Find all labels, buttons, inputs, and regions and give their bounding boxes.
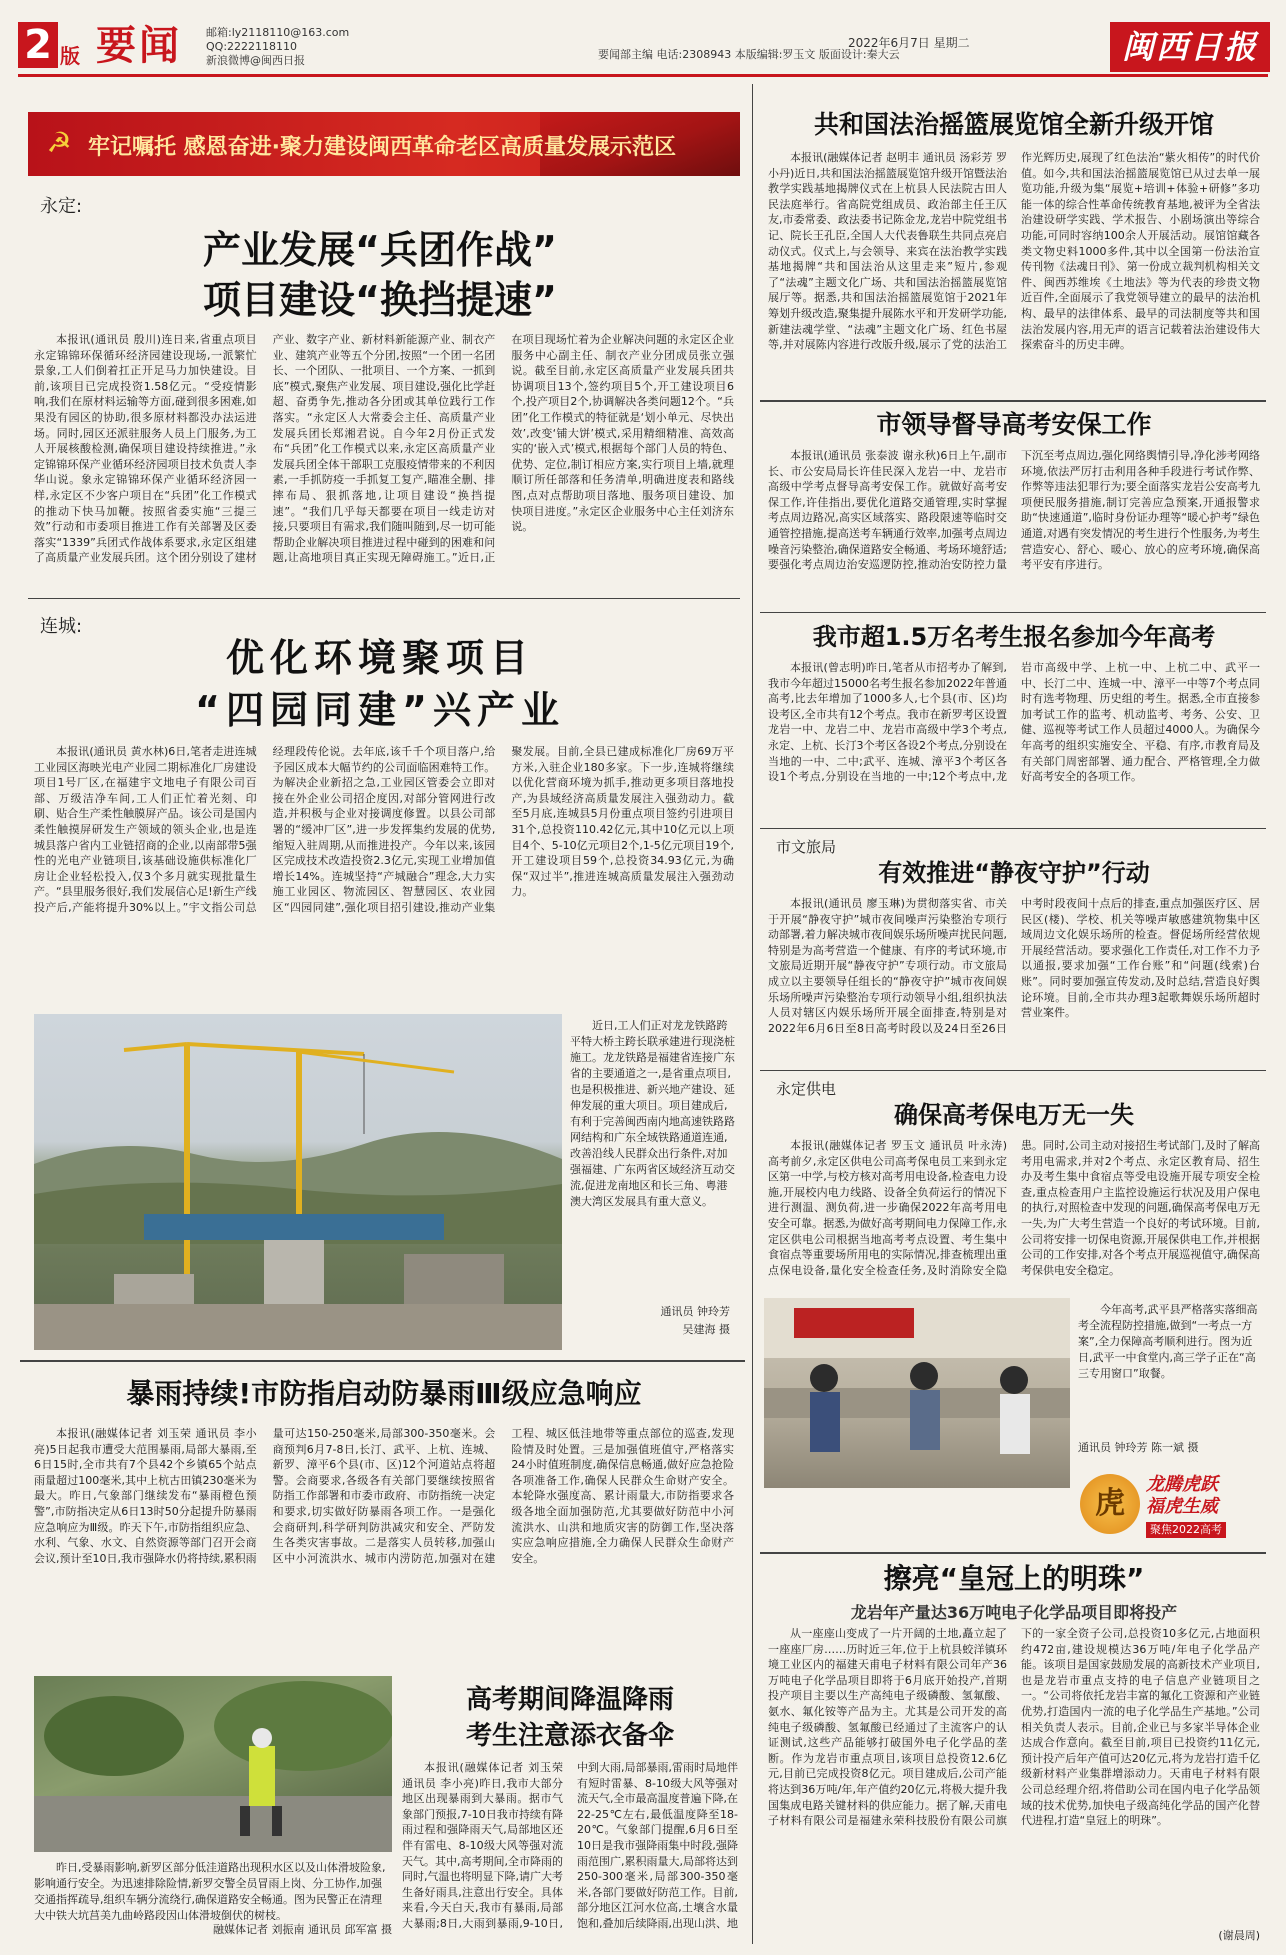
photo-credit: 融媒体记者 刘振南 通讯员 邱军富 摄 (213, 1923, 392, 1936)
column-title: 要闻 (96, 23, 182, 69)
qq-text: QQ:2222118110 (206, 40, 298, 53)
divider (760, 400, 1266, 402)
photo-illustration (34, 1676, 392, 1852)
exam-cafeteria-photo (764, 1298, 1070, 1488)
article-headline: 市领导督导高考安保工作 (876, 410, 1152, 439)
contact-info (206, 26, 349, 68)
photo-caption: 今年高考,武平县严格落实落细高考全流程防控措施,做到“一考点一方案”,全力保障高考顺利进行。图为近日,武平一中食堂内,高三学子正在“高三专用窗口”取餐。 (1078, 1303, 1258, 1380)
article-headline: 擦亮“皇冠上的明珠” (883, 1562, 1145, 1595)
article-headline (400, 1682, 740, 1754)
article-headline (60, 225, 700, 325)
rain-police-photo (34, 1676, 392, 1852)
headline-line: 项目建设“换挡提速” (203, 278, 557, 322)
region-tag: 连城: (40, 616, 83, 637)
article-body: 本报讯(通讯员 张泰波 谢永秋)6日上午,副市长、市公安局局长许佳民深入龙岩一中、龙岩市高级中学考点督导高考安保工作。就做好高考安保工作,许佳指出,要优化道路交通管理,实时掌握考点周边路况,高实区域落实、路段限速等临时交通管控措施,提高送考车辆通行效率,加强考点周边噪音污染整治,确保道路安全畅通、考场环境舒适;要强化考点周边治安巡逻防控,推动治安防控力量下沉至考点周边,强化网络舆情引导,净化涉考网络环境,依法严厉打击利用各种手段进行考试作弊、作弊等违法犯罪行为;要全面落实龙岩公安高考九项便民服务措施,制订完善应急预案,开通报警求助“快速通道”,临时身份证办理等“暖心护考”绿色通道,对遇有突发情况的考生进行个性服务,为考生营造安心、舒心、暖心、放心的应考环境,确保高考平安有序进行。 (768, 449, 1260, 572)
editor-info: 要闻部主编 电话:2308943 本版编辑:罗玉文 版面设计:秦大云 (598, 48, 900, 61)
headline-line: 考生注意添衣备伞 (465, 1721, 674, 1751)
photo-credit: 吴建海 摄 (682, 1323, 730, 1336)
mascot-slogan-2: 福虎生威 (1146, 1496, 1218, 1517)
exam-mascot-badge (1080, 1470, 1266, 1544)
issue-date: 2022年6月7日 星期二 (848, 36, 970, 50)
article-body: 本报讯(曾志明)昨日,笔者从市招考办了解到,我市今年超过15000名考生报名参加2022年普通高考,比去年增加了1000多人,七个县(市、区)均设考区,全市共有12个考点。我市在新罗考区设置龙岩一中、龙岩二中、龙岩市高级中学3个考点,永定、上杭、长汀3个考区各设2个考点,分别设在当地的一中、二中;武平、连城、漳平3个考区各设1个考点,分别设在当地的一中;12个考点中,龙岩市高级中学、上杭一中、上杭二中、武平一中、长汀二中、连城一中、漳平一中等7个考点同时有选考物理、历史组的考生。据悉,全市直接参加考试工作的监考、机动监考、考务、公安、卫健、巡视等考试工作人员超过4000人。为确保今年高考的组织实施安全、平稳、有序,市教育局及有关部门周密部署、通力配合、严格管理,全力做好高考安全的各项工作。 (768, 661, 1260, 784)
tiger-mascot-icon: 虎 (1080, 1474, 1140, 1534)
region-tag: 永定供电 (776, 1080, 837, 1098)
article-body: 本报讯(融媒体记者 罗玉文 通讯员 叶永涛)高考前夕,永定区供电公司高考保电员工来到永定区第一中学,与校方核对高考用电设备,检查电力设施,开展校内电力线路、设备全负荷运行的情况下进行测温、测负荷,进一步确保2022年高考用电安全可靠。据悉,为做好高考期间电力保障工作,永定区供电公司根据当地高考考点设置、考生集中食宿点等重要场所用电的实际情况,排查梳理出重点保电设备,量化安全检查任务,及时消除安全隐患。同时,公司主动对接招生考试部门,及时了解高考用电需求,并对2个考点、永定区教育局、招生办及考生集中食宿点等受电设施开展专项安全检查,重点检查用户主监控设施运行状况及用户保电的执行,对照检查中发现的问题,确保高考保电万无一失,为广大考生营造一个良好的考试环境。目前,公司将安排一切保电资源,开展保供电工作,并根据公司的工作安排,对各个考点开展巡视值守,确保高考保供电安全稳定。 (768, 1139, 1260, 1277)
headline-line: 优化环境聚项目 (225, 636, 534, 680)
article-body: 从一座座山变成了一片开阔的土地,矗立起了一座座厂房……历时近三年,位于上杭县蛟洋镇环境工业区内的福建天甫电子材料有限公司年产36万吨电子化学品项目即将于6月底开始投产,首期投产项目主要以生产高纯电子级磷酸、氢氟酸、氨水、氟化铵等产品为主。尤其是公司开发的高纯电子级磷酸、氢氟酸已经通过了主流客户的认证测试,这些产品能够打破国外电子化学品的垄断。作为龙岩市重点项目,该项目总投资12.6亿元,目前已完成投资8亿元。项目建成后,公司产能将达到36万吨/年,年产值约20亿元,将极大提升我国集成电路关键材料的供应能力。据了解,天甫电子材料有限公司是福建永荣科技股份有限公司旗下的一家全资子公司,总投资10多亿元,占地面积约472亩,建设规模达36万吨/年电子化学品产能。该项目是国家鼓励发展的高新技术产业项目,也是龙岩市重点支持的电子信息产业链项目之一。“公司将依托龙岩丰富的氟化工资源和产业链优势,打造国内一流的电子化学品生产基地。”公司相关负责人表示。目前,企业已与多家半导体企业达成合作意向。截至目前,项目已投资约11亿元,预计投产后年产值可达20亿元,将为龙岩打造千亿级新材料产业集群增添动力。天甫电子材料有限公司总经理介绍,将借助公司在国内电子化学品领域的技术优势,加快电子级高纯化学品的国产化替代进程,打造“皇冠上的明珠”。 (768, 1627, 1260, 1828)
article-headline: 我市超1.5万名考生报名参加今年高考 (812, 623, 1216, 651)
headline-line: 产业发展“兵团作战” (203, 228, 557, 272)
divider (760, 828, 1266, 829)
article-body: 本报讯(通讯员 殷川)连日来,省重点项目永定锦锦环保循环经济园建设现场,一派繁忙景象,工人们倒着扛正开足马力加快建设。目前,该项目已完成投资1.58亿元。“受疫情影响,我们在原材料运输等方面,碰到很多困难,如果没有园区的协助,很多原材料都没办法运进场。同时,园区还派驻服务人员上门服务,为工人开展核酸检测,确保项目建设持续推进。”永定锦锦环保产业循环经济园项目技术负责人李华山说。象永定锦锦环保产业循环经济园一样,永定区不少客户项目在“兵团”化工作模式的推动下快马加鞭。按照省委实施“三提三效”行动和市委项目推进工作有关部署及区委落实“1339”兵团式作战体系要求,永定区组建了高质量产业发展兵团。这个团分别设了建材产业、数字产业、新材料新能源产业、制衣产业、建筑产业等五个分团,按照“一个团一名团长、一个团队、一批项目、一个方案、一抓到底”模式,聚焦产业发展、项目建设,强化比学赶超、奋勇争先,推动各分团或其单位践行工作落实。“永定区人大常委会主任、高质量产业发展兵团长郑湘君说。自今年2月份正式发布“兵团”化工作模式以来,永定区高质量产业发展兵团全体干部职工克服疫情带来的不利因素,一手抓防疫一手抓复工复产,瞄准全删、排摔布局、狠抓落地,让项目建设“换挡提速”。“我们几乎每天都要在项目一线走访对接,只要项目有需求,我们随叫随到,尽一切可能帮助企业解决项目推进过程中碰到的困难和问题,让高地项目真正实现无障碍施工。”近日,正在项目现场忙着为企业解决问题的永定区企业服务中心副主任、制衣产业分团成员张立强说。截至目前,永定区高质量产业发展兵团共协调项目13个,签约项目5个,开工建设项目6个,投产项目2个,协调解决各类问题12个。“兵团”化工作模式的特征就是‘划小单元、尽快出效’,改变‘铺大饼’模式,采用精细精准、高效高实的‘嵌入式’模式,根据每个部门人员的特色、优势、定位,制订相应方案,实行项目上墙,就理顺订所任部落和任务清单,明确进度表和路线图,点对点帮助项目落地、服务项目建设、加快项目进度。”永定区企业服务中心主任刘济东说。 (34, 333, 734, 565)
divider (760, 1552, 1266, 1554)
page-header (18, 22, 1268, 74)
article-headline: 有效推进“静夜守护”行动 (878, 859, 1150, 887)
photo-credit: 通讯员 钟玲芳 陈一斌 摄 (1078, 1441, 1199, 1454)
divider (760, 1070, 1266, 1071)
article-headline (60, 632, 700, 736)
article-body: 本报讯(融媒体记者 赵明丰 通讯员 汤彩芳 罗小丹)近日,共和国法治摇篮展览馆升级开馆暨法治教学实践基地揭牌仪式在上杭县人民法院古田人民法庭举行。省高院党组成员、政治部主任王仄友,市委常委、政法委书记陈金龙,龙岩中院党组书记、院长王孔臣,全国人大代表鲁联生共同点亮启动仪式。仪式上,与会领导、来宾在法治教学实践基地揭牌“共和国法治从这里走来”短片,参观了“法魂”主题文化广场、共和国法治摇篮展览馆展厅等。据悉,共和国法治摇篮展览馆于2021年筹划升级改造,聚集提升展陈水平和开发研学功能,新建法魂学堂、“法魂”主题文化广场、红色书屋等,并对展陈内容进行改版升级,展示了党的法治工作光辉历史,展现了红色法治“紫火相传”的时代价值。如今,共和国法治摇篮展览馆已从过去单一展览功能,升级为集“展览+培训+体验+研修”多功能一体的综合性革命传统教育基地,被评为全省法治建设研学实践、学术报告、小剧场演出等综合功能,可同时容纳100余人开展活动。展馆馆藏各类文物史料1000多件,其中以全国第一份法治宣传刊物《法魂日刊》、第一份成立裁判机构相关文件、闽西苏维埃《土地法》等为代表的珍贵文物近百件,全面展示了我党领导建立的最早的法治机构、最早的法律体系、最早的司法制度等共和国法治发展内容,用无声的语言记载着法治建设伟大探索奋斗的历史丰碑。 (768, 151, 1260, 352)
article-body: 本报讯(融媒体记者 刘玉荣 通讯员 李小亮)5日起我市遭受大范围暴雨,局部大暴雨,至6日15时,全市共有7个县42个乡镇65个站点雨量超过100毫米,其中上杭古田镇230毫米为最大。昨日,气象部门继续发布“暴雨橙色预警”,市防指决定从6日13时50分起提升防暴雨应急响应为Ⅲ级。昨天下午,市防指组织应急、水利、气象、水文、自然资源等部门召开会商会议,预计至10日,我市强降水仍将持续,累积雨量可达150-250毫米,局部300-350毫米。会商预判6月7-8日,长汀、武平、上杭、连城、新罗、漳平6个县(市、区)12个河道站点将超警。会商要求,各级各有关部门要继续按照省防指工作部署和市委市政府、市防指统一决定和要求,切实做好防暴雨各项工作。一是强化会商研判,科学研判防洪减灾和安全、严防发生各类灾害事故。二是落实人员转移,加强山区中小河流洪水、城市内涝防范,加强对在建工程、城区低洼地带等重点部位的巡查,发现险情及时处置。三是加强值班值守,严格落实24小时值班制度,确保信息畅通,做好应急抢险各项准备工作,确保人民群众生命财产安全。本轮降水强度高、累计雨量大,市防指要求各级各地全面加强防范,尤其要做好防范中小河流洪水、山洪和地质灾害的防御工作,坚决落实应急响应措施,全力确保人民群众生命财产安全。 (34, 1427, 734, 1565)
headline-line: “四园同建”兴产业 (195, 688, 565, 732)
banner-text: 牢记嘱托 感恩奋进·聚力建设闽西革命老区高质量发展示范区 (88, 135, 677, 160)
article-headline: 暴雨持续!市防指启动防暴雨Ⅲ级应急响应 (126, 1377, 642, 1410)
header-rule (18, 74, 1268, 77)
article-body: 本报讯(通讯员 黄水林)6日,笔者走进连城工业园区海映光电产业园二期标准化厂房建设项目1号厂区,在福建宇文地电子有限公司百部、万级洁净车间,工人们正忙着光刻、印刷、贴合生产柔性触膜屏产品。该公司是国内柔性触摸屏研发生产领域的领头企业,也是连城县落户省内工业链招商的企业,以南部带5强性的光电产业链项目,该基础设施供标准化厂房让企业轻松投入,仅3个多月就实现批量生产。“县里服务很好,我们发展信心足!新生产线投产后,产能将提升30%以上。”宇文指公司总经理段传伦说。去年底,该千千个项目落户,给予园区成本大幅节约的公司面临困难特工作。为解决企业新招之急,工业园区管委会立即对接在外企业公司招企度因,对部分管网进行改造,并积极与企业对接调度修置。以县公司部署的“缓冲厂区”,进一步发挥集约发展的优势,缩短入驻周期,从而推进投产。今年以来,该园区完成技术改造投资2.3亿元,实现工业增加值增长14%。连城坚持“产城融合”理念,大力实施工业园区、物流园区、智慧园区、农业园区“四园同建”,强化项目招引建设,推动产业集聚发展。目前,全县已建成标准化厂房69万平方米,入驻企业180多家。下一步,连城将继续以优化营商环境为抓手,推动更多项目落地投产,为县域经济高质量发展注入强劲动力。截至5月底,连城县5月份重点项目签约引进项目31个,总投资110.42亿元,其中10亿元以上项目4个、5-10亿元项目2个,1-5亿元项目19个,开工建设项目59个,总投资34.93亿元,为确保“双过半”,推进连城高质量发展注入强劲动力。 (34, 745, 734, 914)
article-body: 本报讯(通讯员 廖玉琳)为贯彻落实省、市关于开展“静夜守护”城市夜间噪声污染整治专项行动部署,着力解决城市夜间娱乐场所噪声扰民问题,特别是为高考营造一个健康、有序的考试环境,市文旅局近期开展“静夜守护”专项行动。市文旅局成立以主要领导任组长的“静夜守护”城市夜间娱乐场所噪声污染整治专项行动领导小组,组织执法人员对辖区内娱乐场所开展全面排查,特别是对2022年6月6日至8日高考时段以及24日至26日中考时段夜间十点后的排查,重点加强医疗区、居民区(楼)、学校、机关等噪声敏感建筑物集中区域周边文化娱乐场所的检查。督促场所经营依规开展经营活动。要求强化工作责任,对工作不力予以通报,要求加强“工作台账”和“问题(线索)台账”。同时要加强宣传发动,及时总结,营造良好舆论环境。目前,全市共办理3起歌舞娱乐场所超时营业案件。 (768, 897, 1260, 1035)
divider (760, 612, 1266, 613)
page-number: 2 (18, 22, 58, 68)
page-suffix: 版 (60, 44, 80, 68)
article-body: 本报讯(融媒体记者 刘玉荣 通讯员 李小亮)昨日,我市大部分地区出现暴雨到大暴雨。据市气象部门预报,7-10日我市持续有降雨过程和强降雨天气,局部地区还伴有雷电、8-10级大风等强对流天气。其中,高考期间,全市降雨的同时,气温也将明显下降,请广大考生备好雨具,注意出行安全。具体来看,今天白天,我市有暴雨,局部大暴雨;8日,大雨到暴雨,9-10日,中到大雨,局部暴雨,雷雨时局地伴有短时雷暴、8-10级大风等强对流天气,全市最高温度普遍下降,在22-25℃左右,最低温度降至18-20℃。气象部门提醒,6月6日至10日是我市强降雨集中时段,强降雨范围广,累积雨量大,局部将达到250-300毫米,局部300-350毫米,各部门要做好防范工作。目前,部分地区江河水位高,土壤含水量饱和,叠加后续降雨,出现山洪、地 (402, 1761, 738, 1930)
newspaper-logo: 闽西日报 (1110, 22, 1270, 72)
theme-banner (28, 112, 740, 176)
party-emblem-icon: ☭ (46, 126, 72, 159)
photo-illustration (764, 1298, 1070, 1488)
photo-credit: 通讯员 钟玲芳 (660, 1305, 730, 1318)
photo-caption: 近日,工人们正对龙龙铁路跨平特大桥主跨长联承建进行现浇桩施工。龙龙铁路是福建省连接广东省的主要通道之一,是省重点项目,也是积极推进、新兴地产建设、延伸发展的重大项目。项目建成后,有利于完善闽西南内地高速铁路路网结构和广东全域铁路通道连通,改善沿线人民群众出行条件,对加强福建、广东两省区域经济互动交流,促进龙南地区和长三角、粤港澳大湾区发展具有重大意义。 (570, 1019, 735, 1208)
headline-line: 高考期间降温降雨 (465, 1685, 674, 1715)
photo-illustration (34, 1014, 562, 1350)
weibo-text: 新浪微博@闽西日报 (206, 54, 305, 67)
bridge-construction-photo (34, 1014, 562, 1350)
mascot-slogan-1: 龙腾虎跃 (1146, 1474, 1218, 1495)
divider (20, 1360, 745, 1362)
email-text: 邮箱:ly2118110@163.com (206, 26, 350, 39)
article-credit: (谢晨周) (1218, 1929, 1260, 1942)
mascot-tag: 聚焦2022高考 (1146, 1522, 1226, 1538)
column-divider (752, 84, 753, 1944)
region-tag: 市文旅局 (776, 838, 837, 856)
article-headline: 共和国法治摇篮展览馆全新升级开馆 (813, 110, 1214, 139)
region-tag: 永定: (40, 196, 83, 217)
article-subtitle: 龙岩年产量达36万吨电子化学品项目即将投产 (850, 1603, 1178, 1622)
article-headline: 确保高考保电万无一失 (894, 1101, 1134, 1129)
divider (28, 598, 740, 599)
photo-caption: 昨日,受暴雨影响,新罗区部分低洼道路出现积水区以及山体滑坡险象,影响通行安全。为迅速排除险情,新罗交警全员冒雨上岗、分工协作,加强交通指挥疏导,组织车辆分流绕行,确保道路安全畅通。图为民警正在清理大中铁大坑莒美九曲岭路段因山体滑坡倒伏的树枝。 (34, 1861, 386, 1920)
